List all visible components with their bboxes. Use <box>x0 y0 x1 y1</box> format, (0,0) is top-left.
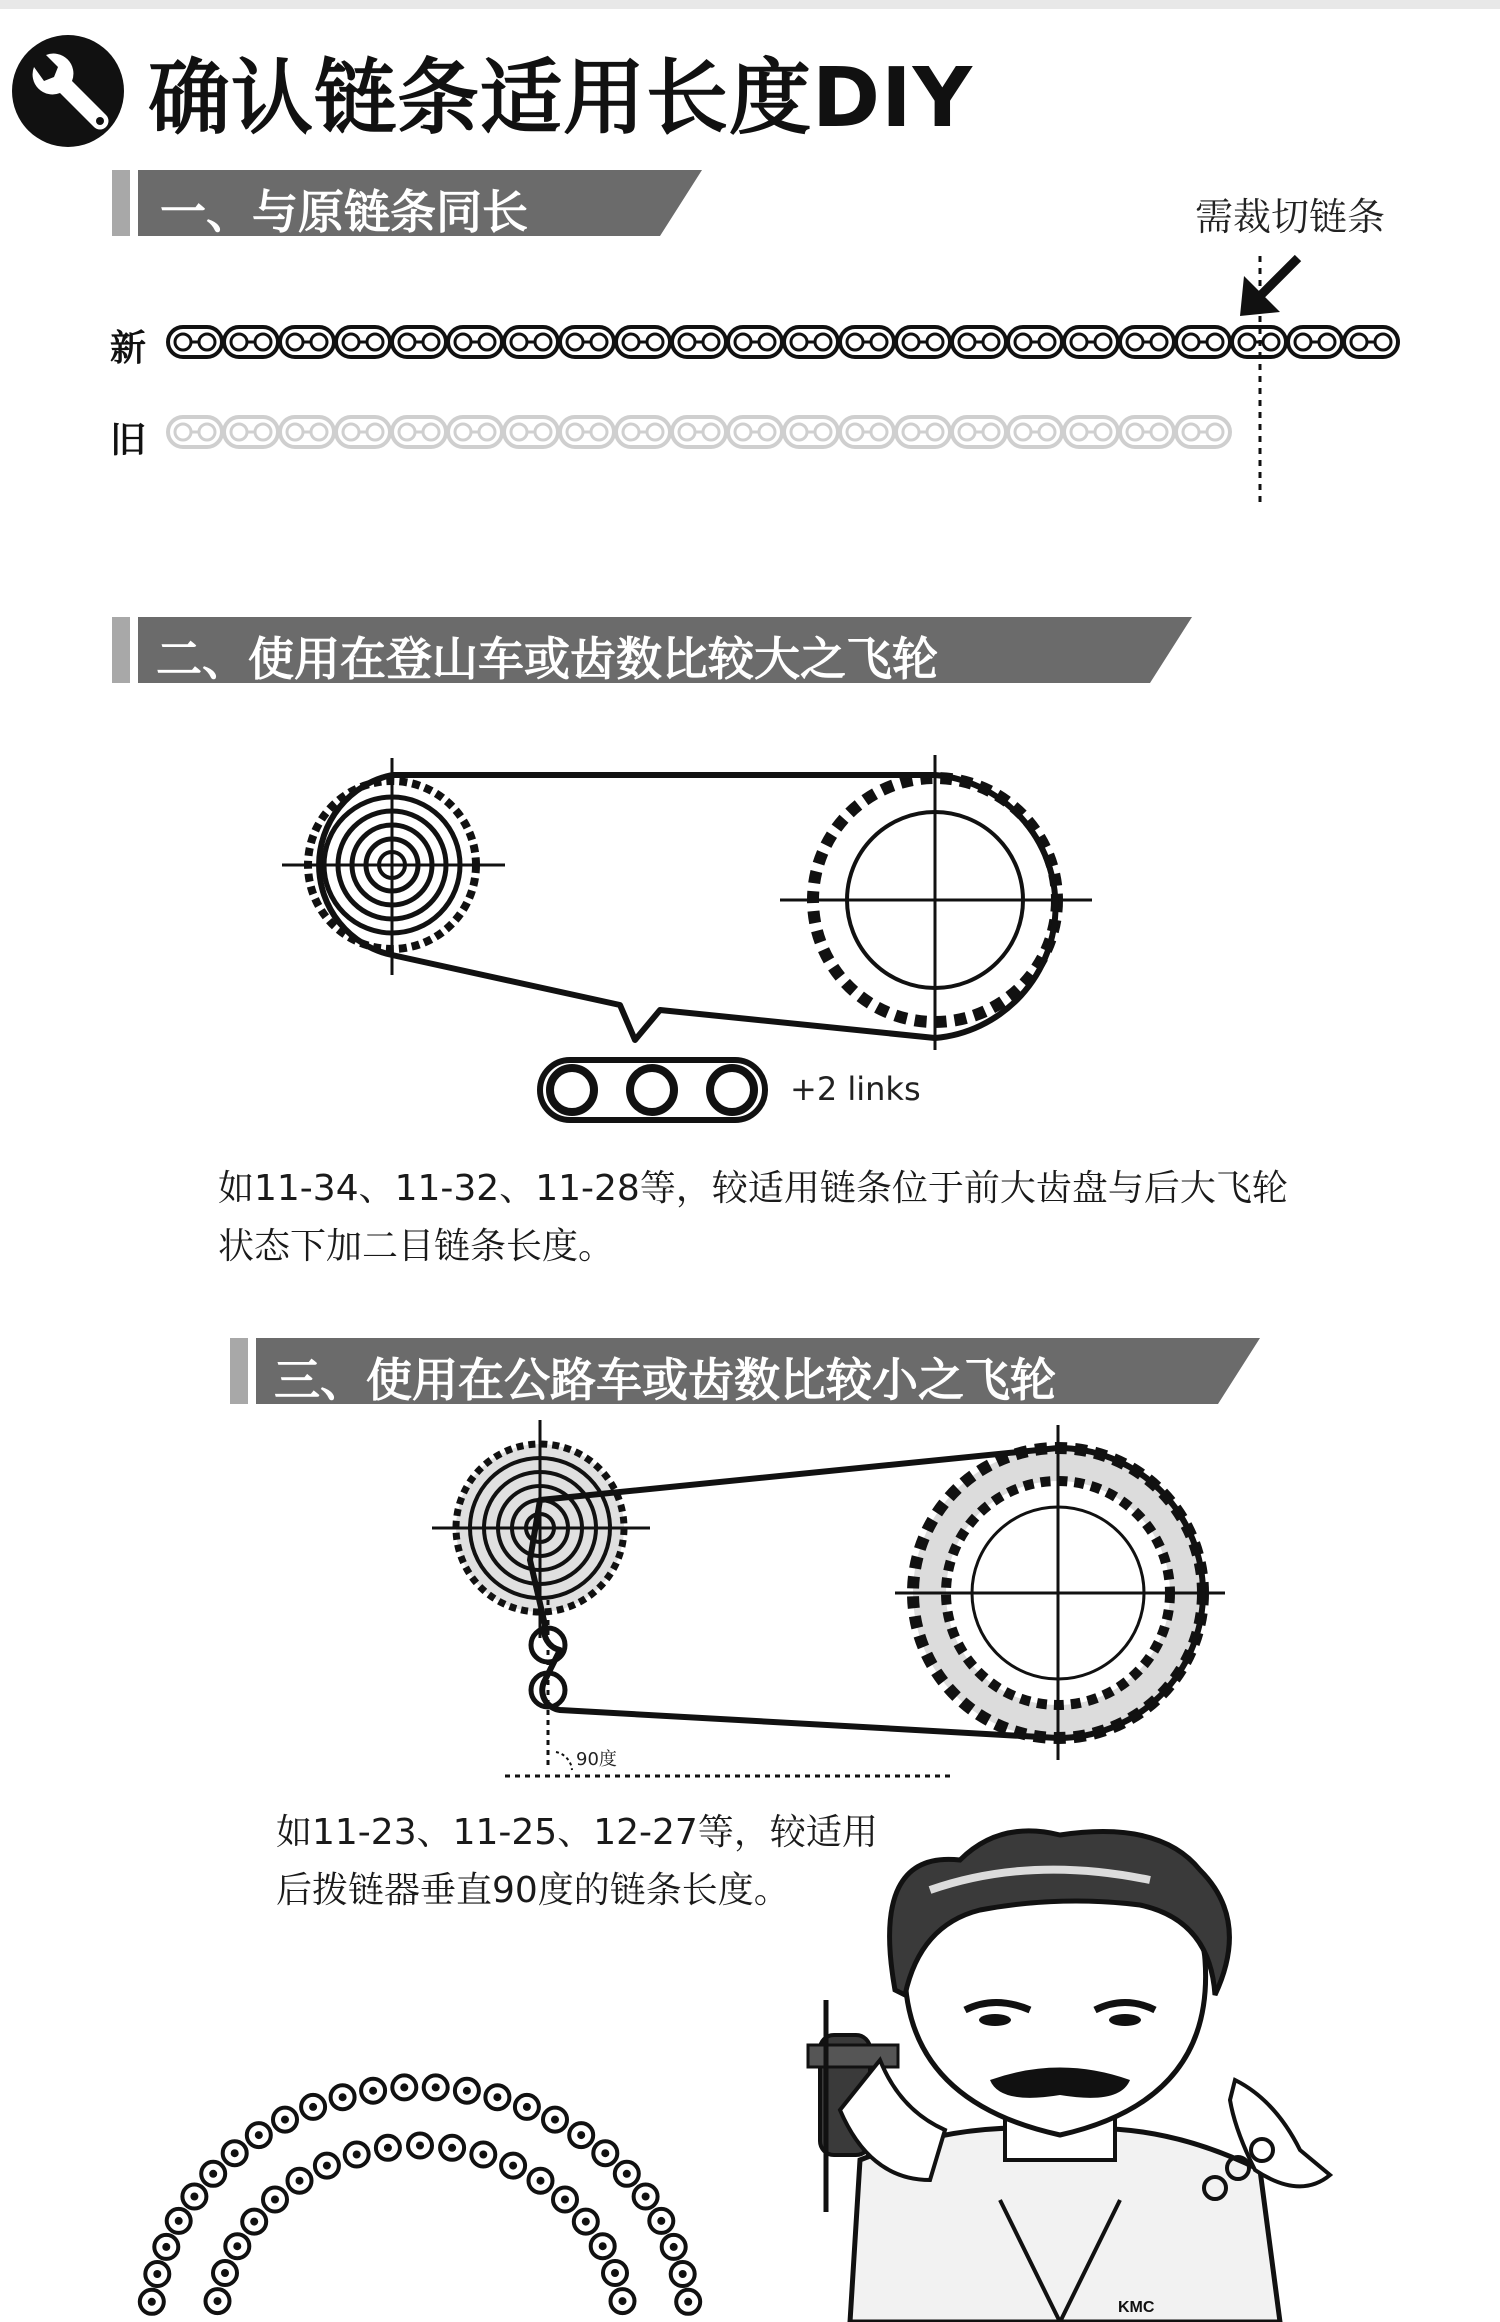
section-2-text-line-1: 如11-34、11-32、11-28等，较适用链条位于前大齿盘与后大飞轮 <box>218 1168 1288 1209</box>
section-2-text-line-2: 状态下加二目链条长度。 <box>218 1226 615 1267</box>
page-title: 确认链条适用长度DIY <box>148 50 973 146</box>
section-3-text-line-2: 后拨链器垂直90度的链条长度。 <box>276 1870 790 1911</box>
plus-two-links-label: +2 links <box>790 1070 921 1108</box>
section-3-text-line-1: 如11-23、11-25、12-27等，较适用 <box>276 1812 878 1853</box>
ninety-degree-label: 90度 <box>576 1749 617 1770</box>
new-chain-label: 新 <box>110 328 147 369</box>
section-2-heading: 二、使用在登山车或齿数比较大之飞轮 <box>156 632 938 686</box>
old-chain-label: 旧 <box>110 420 147 461</box>
kmc-logo: KMC <box>1118 2299 1155 2316</box>
section-3-heading: 三、使用在公路车或齿数比较小之飞轮 <box>274 1353 1056 1407</box>
section-1-heading: 一、与原链条同长 <box>160 185 528 239</box>
cut-chain-label: 需裁切链条 <box>1195 195 1386 239</box>
